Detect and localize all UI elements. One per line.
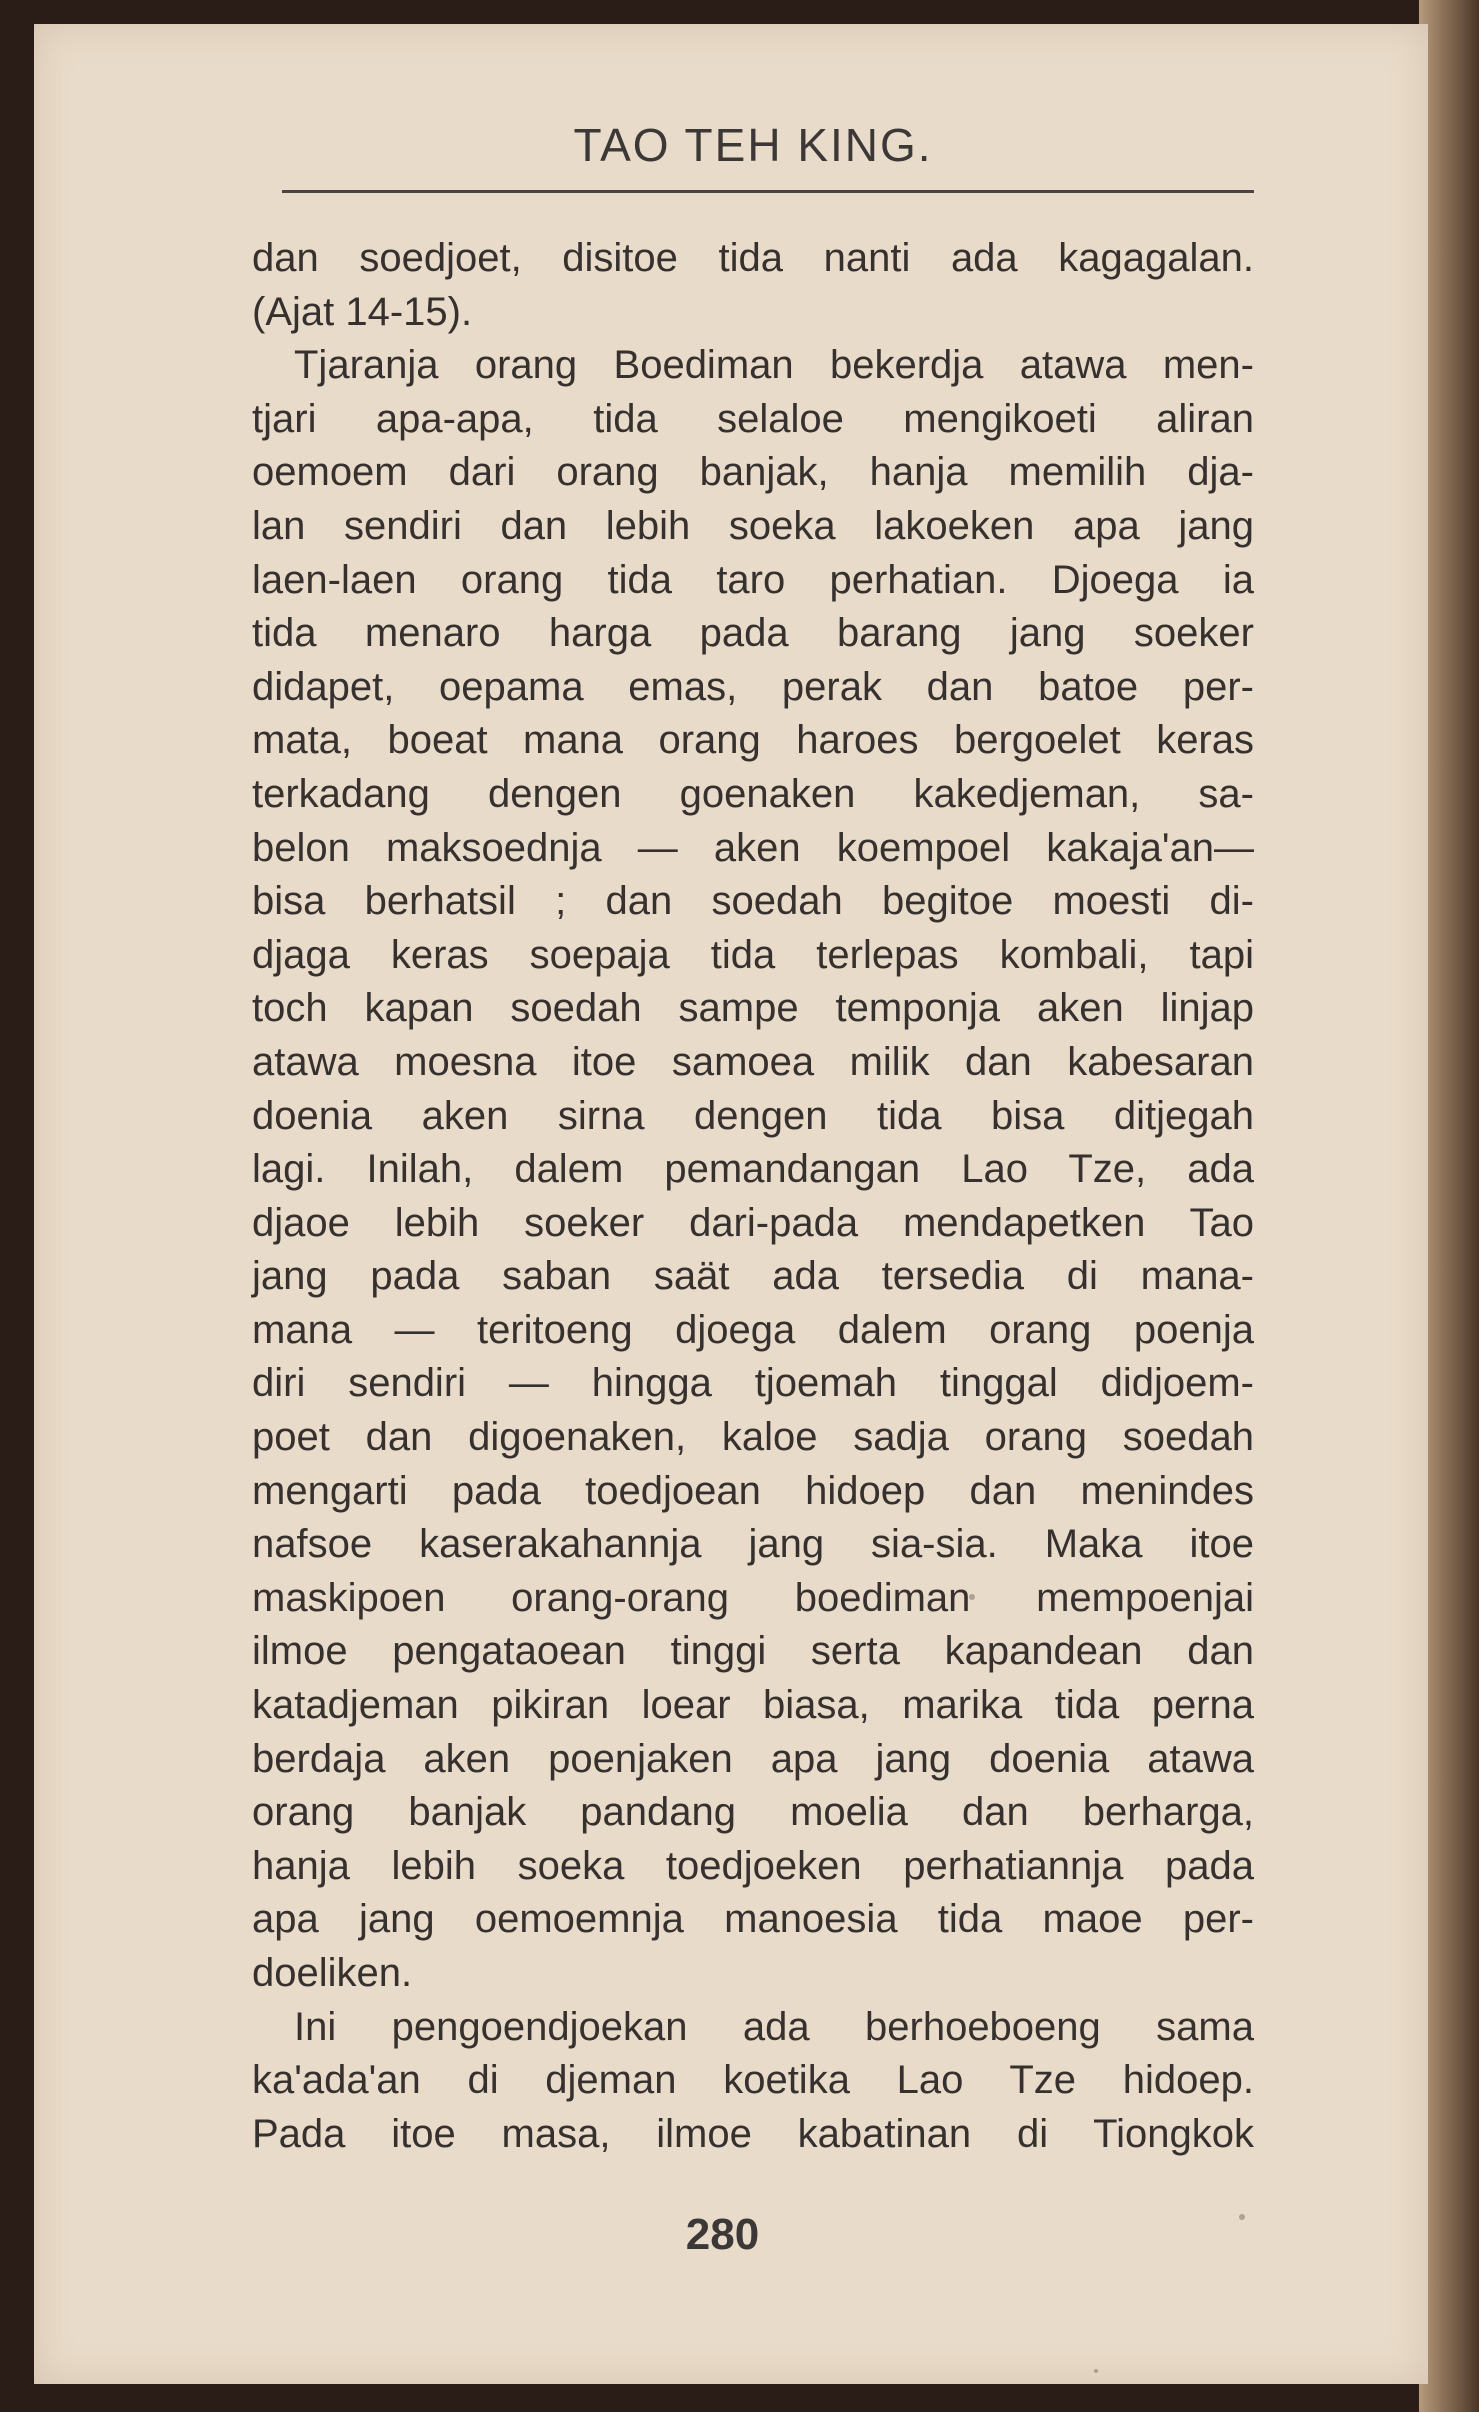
text-line: belon maksoednja — aken koempoel kakaja'an—	[252, 825, 1254, 870]
text-line: hanja lebih soeka toedjoeken perhatiannja pada	[252, 1843, 1254, 1888]
text-line: lagi. Inilah, dalem pemandangan Lao Tze, ada	[252, 1147, 1254, 1192]
text-line: tjari apa-apa, tida selaloe mengikoeti aliran	[252, 396, 1254, 441]
text-line: ka'ada'an di djeman koetika Lao Tze hidoep.	[252, 2058, 1254, 2103]
text-line: lan sendiri dan lebih soeka lakoeken apa jang	[252, 503, 1254, 548]
book-page-edge	[1419, 0, 1479, 2412]
text-line: bisa berhatsil ; dan soedah begitoe moesti di-	[252, 879, 1254, 924]
running-title: TAO TEH KING.	[573, 119, 933, 171]
text-line: maskipoen orang-orang boediman mempoenjai	[252, 1575, 1254, 1620]
text-line: didapet, oepama emas, perak dan batoe per-	[252, 664, 1254, 709]
text-line: nafsoe kaserakahannja jang sia-sia. Maka itoe	[252, 1522, 1254, 1567]
text-line: mata, boeat mana orang haroes bergoelet keras	[252, 718, 1254, 763]
text-line: berdaja aken poenjaken apa jang doenia atawa	[252, 1736, 1254, 1781]
text-line: apa jang oemoemnja manoesia tida maoe per-	[252, 1897, 1254, 1942]
page-header	[252, 100, 1254, 200]
text-line: tida menaro harga pada barang jang soeker	[252, 611, 1254, 656]
text-line: doeliken.	[252, 1951, 413, 1995]
text-line: poet dan digoenaken, kaloe sadja orang soedah	[252, 1415, 1254, 1460]
text-line: toch kapan soedah sampe temponja aken linjap	[252, 986, 1254, 1031]
text-line: dan soedjoet, disitoe tida nanti ada kagagalan.	[252, 236, 1254, 280]
text-line: orang banjak pandang moelia dan berharga,	[252, 1790, 1254, 1835]
text-line: Tjaranja orang Boediman bekerdja atawa men-	[294, 343, 1254, 388]
text-line: katadjeman pikiran loear biasa, marika tida perna	[252, 1683, 1254, 1728]
text-line: jang pada saban saät ada tersedia di mana-	[252, 1254, 1254, 1299]
page-number: 280	[685, 2210, 760, 2259]
text-line: diri sendiri — hingga tjoemah tinggal didjoem-	[252, 1361, 1254, 1406]
text-line: Pada itoe masa, ilmoe kabatinan di Tiongkok	[252, 2111, 1254, 2156]
header-rule	[282, 190, 1254, 193]
text-line: doenia aken sirna dengen tida bisa ditjegah	[252, 1093, 1254, 1138]
text-line: atawa moesna itoe samoea milik dan kabesaran	[252, 1039, 1254, 1084]
text-line: laen-laen orang tida taro perhatian. Djoega ia	[252, 557, 1254, 602]
text-line: ilmoe pengataoean tinggi serta kapandean dan	[252, 1629, 1254, 1674]
text-line: Ini pengoendjoekan ada berhoeboeng sama	[294, 2004, 1254, 2049]
text-line: terkadang dengen goenaken kakedjeman, sa-	[252, 771, 1254, 816]
text-line: djaga keras soepaja tida terlepas kombali, tapi	[252, 932, 1254, 977]
text-line: djaoe lebih soeker dari-pada mendapetken Tao	[252, 1200, 1254, 1245]
text-line: mana — teritoeng djoega dalem orang poenja	[252, 1307, 1254, 1352]
body-text	[252, 232, 1254, 2161]
text-line: mengarti pada toedjoean hidoep dan menindes	[252, 1468, 1254, 1513]
text-line: oemoem dari orang banjak, hanja memilih dja-	[252, 450, 1254, 495]
paper-speck	[1094, 2369, 1098, 2373]
text-line: (Ajat 14-15).	[252, 289, 473, 334]
